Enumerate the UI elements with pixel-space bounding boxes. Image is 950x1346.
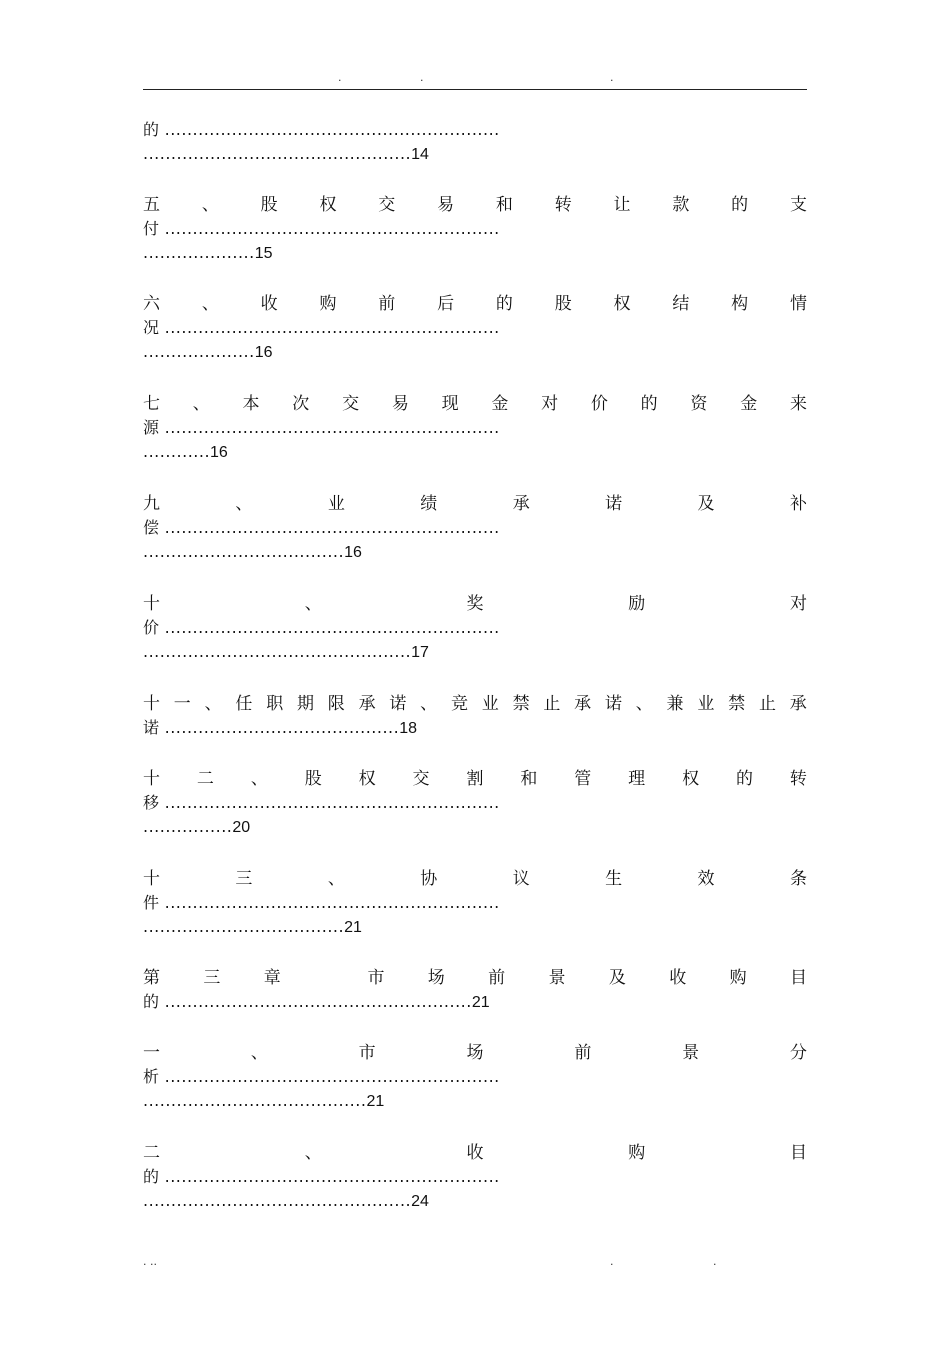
- toc-char: 移: [143, 793, 160, 812]
- toc-char: 市: [358, 1043, 376, 1063]
- toc-line: ................................................24: [143, 1191, 429, 1210]
- toc-line: ................................................14: [143, 144, 429, 163]
- toc-char: 价: [590, 394, 608, 414]
- toc-char: 、: [635, 694, 653, 714]
- toc-page-number: 16: [344, 544, 362, 561]
- toc-char: 三: [235, 869, 253, 889]
- toc-line: ....................................21: [143, 917, 362, 936]
- toc-char: 二: [196, 769, 214, 789]
- toc-char: 绩: [420, 494, 438, 514]
- toc-char: 、: [192, 394, 210, 414]
- toc-char: 承: [358, 694, 376, 714]
- toc-char: 况: [143, 318, 160, 337]
- toc-char: 、: [201, 195, 219, 215]
- toc-char: 及: [697, 494, 715, 514]
- toc-line: ....................16: [143, 342, 273, 361]
- toc-line: 的 ............................................................: [143, 120, 500, 139]
- toc-char: 的: [640, 394, 658, 414]
- toc-line: 诺 ..........................................18: [143, 718, 418, 737]
- toc-char: 诺: [604, 694, 622, 714]
- toc-char: 的: [731, 195, 749, 215]
- toc-char: 股: [260, 195, 278, 215]
- toc-char: 购: [729, 968, 747, 988]
- toc-char: 补: [789, 494, 807, 514]
- toc-char: 止: [758, 694, 776, 714]
- toc-char: 十: [143, 694, 160, 714]
- header-dot: .: [420, 71, 424, 84]
- toc-char: 本: [242, 394, 260, 414]
- toc-line: ................................................17: [143, 642, 429, 661]
- toc-char: 业: [697, 694, 715, 714]
- header-dot: .: [610, 71, 614, 84]
- toc-char: 的: [143, 992, 160, 1011]
- toc-title-line: [143, 592, 807, 616]
- toc-title-line: [143, 867, 807, 891]
- toc-char: 禁: [512, 694, 530, 714]
- toc-char: 易: [391, 394, 409, 414]
- toc-char: 一: [143, 1043, 160, 1063]
- toc-entry-seven[interactable]: [143, 392, 807, 464]
- toc-char: 情: [789, 294, 807, 314]
- toc-entry-eleven[interactable]: [143, 692, 807, 740]
- toc-page-number: 24: [411, 1193, 429, 1210]
- toc-char: 限: [327, 694, 345, 714]
- toc-char: 对: [541, 394, 559, 414]
- toc-char: 后: [437, 294, 455, 314]
- toc-char: 管: [574, 769, 592, 789]
- toc-char: 议: [512, 869, 530, 889]
- toc-page-number: 21: [344, 919, 362, 936]
- toc-line: 移 ............................................................: [143, 793, 500, 812]
- toc-char: 金: [491, 394, 509, 414]
- toc-page-number: 20: [232, 819, 251, 836]
- toc-char: 一: [173, 694, 191, 714]
- toc-page-number: 17: [411, 644, 429, 661]
- toc-page-number: 16: [210, 444, 228, 461]
- toc-char: 来: [789, 394, 807, 414]
- toc-char: 前: [488, 968, 506, 988]
- toc-char: 三: [203, 968, 221, 988]
- toc-page-number: 16: [254, 344, 273, 361]
- toc-char: 业: [481, 694, 499, 714]
- footer-dot: .: [713, 1255, 717, 1268]
- toc-line: ............16: [143, 442, 228, 461]
- toc-char: 、: [250, 1043, 268, 1063]
- footer-dot: .: [610, 1255, 614, 1268]
- toc-line: 的 ............................................................: [143, 1167, 500, 1186]
- toc-entry-thirteen[interactable]: [143, 867, 807, 939]
- toc-char: 、: [201, 294, 219, 314]
- toc-char: 十: [143, 869, 160, 889]
- toc-char: 资: [690, 394, 708, 414]
- toc-entry-two[interactable]: [143, 1141, 807, 1213]
- toc-char: 析: [143, 1067, 160, 1086]
- toc-char: 股: [554, 294, 572, 314]
- toc-char: 购: [628, 1143, 646, 1163]
- toc-char: 对: [790, 594, 807, 614]
- toc-char: 、: [327, 869, 345, 889]
- toc-char: 前: [378, 294, 396, 314]
- toc-char: 场: [427, 968, 445, 988]
- toc-char: 承: [574, 694, 592, 714]
- toc-char: 理: [628, 769, 646, 789]
- toc-entry-nine[interactable]: [143, 492, 807, 564]
- toc-line: 源 ............................................................: [143, 418, 500, 437]
- toc-char: 的: [495, 294, 513, 314]
- toc-char: 十: [143, 594, 160, 614]
- toc-char: 、: [235, 494, 253, 514]
- toc-line: 价 ............................................................: [143, 618, 500, 637]
- toc-char: 二: [143, 1143, 160, 1163]
- toc-char: 、: [420, 694, 438, 714]
- toc-char: 第: [143, 968, 160, 988]
- toc-char: 协: [420, 869, 438, 889]
- toc-char: 竞: [450, 694, 468, 714]
- toc-title-line: [143, 1041, 807, 1065]
- toc-char: 的: [143, 1167, 160, 1186]
- toc-line: 件 ............................................................: [143, 893, 500, 912]
- toc-char: 市: [367, 968, 385, 988]
- toc-entry-six[interactable]: [143, 292, 807, 364]
- toc-char: 止: [543, 694, 561, 714]
- toc-char: 易: [437, 195, 455, 215]
- toc-char: 期: [296, 694, 314, 714]
- toc-line: ................20: [143, 817, 251, 836]
- toc-page-number: 14: [411, 146, 429, 163]
- toc-char: 业: [327, 494, 345, 514]
- header-rule: [143, 89, 807, 90]
- toc-char: 诺: [605, 494, 623, 514]
- toc-entry-cont-top[interactable]: [143, 118, 807, 166]
- toc-char: 、: [304, 594, 322, 614]
- toc-char: 购: [319, 294, 337, 314]
- toc-char: 六: [143, 294, 160, 314]
- toc-char: 支: [789, 195, 807, 215]
- toc-line: 付 ............................................................: [143, 219, 500, 238]
- toc-char: 效: [697, 869, 715, 889]
- toc-char: 奖: [466, 594, 484, 614]
- toc-char: 条: [789, 869, 807, 889]
- toc-char: 职: [266, 694, 284, 714]
- toc-line: ........................................21: [143, 1091, 385, 1110]
- toc-page-number: 21: [471, 994, 490, 1011]
- toc-char: 结: [672, 294, 690, 314]
- toc-line: 况 ............................................................: [143, 318, 500, 337]
- toc-char: 价: [143, 618, 160, 637]
- toc-char: 权: [613, 294, 631, 314]
- toc-char: 分: [789, 1043, 807, 1063]
- toc-char: 收: [260, 294, 278, 314]
- toc-entry-chap3[interactable]: [143, 966, 807, 1014]
- toc-line: ....................15: [143, 243, 273, 262]
- toc-char: 构: [731, 294, 749, 314]
- toc-char: 源: [143, 418, 160, 437]
- toc-char: 付: [143, 219, 160, 238]
- toc-char: 兼: [666, 694, 684, 714]
- toc-char: 次: [292, 394, 310, 414]
- toc-char: 收: [669, 968, 687, 988]
- toc-char: 景: [682, 1043, 700, 1063]
- toc-char: 七: [143, 394, 160, 414]
- toc-char: 九: [143, 494, 160, 514]
- toc-char: 金: [740, 394, 758, 414]
- header-dot: .: [338, 71, 342, 84]
- toc-char: 和: [520, 769, 538, 789]
- toc-entry-one[interactable]: [143, 1041, 807, 1113]
- toc-entry-ten[interactable]: [143, 592, 807, 664]
- toc-line: 析 ............................................................: [143, 1067, 500, 1086]
- toc-char: 诺: [143, 718, 160, 737]
- toc-char: 交: [412, 769, 430, 789]
- toc-char: 章: [263, 968, 281, 988]
- toc-char: 件: [143, 893, 160, 912]
- toc-char: 十: [143, 769, 160, 789]
- toc-char: 的: [735, 769, 753, 789]
- toc-char: 五: [143, 195, 160, 215]
- toc-char: 目: [789, 968, 807, 988]
- toc-title-line: [143, 492, 807, 516]
- toc-char: 景: [548, 968, 566, 988]
- toc-char: 偿: [143, 518, 160, 537]
- toc-char: 、: [250, 769, 268, 789]
- toc-char: 、: [204, 694, 222, 714]
- toc-char: 交: [378, 195, 396, 215]
- toc-char: 割: [466, 769, 484, 789]
- toc-line: ....................................16: [143, 542, 362, 561]
- toc-char: 股: [304, 769, 322, 789]
- toc-char: 禁: [728, 694, 746, 714]
- toc-char: 场: [466, 1043, 484, 1063]
- toc-char: 转: [554, 195, 572, 215]
- toc-char: 权: [358, 769, 376, 789]
- toc-char: 现: [441, 394, 459, 414]
- toc-char: 生: [605, 869, 623, 889]
- toc-char: 承: [512, 494, 530, 514]
- toc-char: 权: [682, 769, 700, 789]
- toc-title-line: [143, 692, 807, 716]
- toc-char: 励: [628, 594, 646, 614]
- toc-char: 交: [342, 394, 360, 414]
- toc-page-number: 21: [366, 1093, 385, 1110]
- toc-char: 承: [789, 694, 807, 714]
- toc-char: 权: [319, 195, 337, 215]
- toc-char: 转: [789, 769, 807, 789]
- footer-dots: . ..: [143, 1255, 157, 1268]
- toc-char: 目: [790, 1143, 807, 1163]
- toc-title-line: [143, 292, 807, 316]
- toc-char: 让: [613, 195, 631, 215]
- toc-char: 的: [143, 120, 160, 139]
- toc-char: 收: [466, 1143, 484, 1163]
- toc-page-number: 15: [254, 245, 273, 262]
- toc-char: 及: [608, 968, 626, 988]
- toc-char: 前: [574, 1043, 592, 1063]
- toc-title-line: [143, 193, 807, 217]
- toc-page-number: 18: [399, 720, 418, 737]
- toc-char: 和: [495, 195, 513, 215]
- toc-title-line: [143, 767, 807, 791]
- toc-entry-twelve[interactable]: [143, 767, 807, 839]
- toc-char: 任: [235, 694, 253, 714]
- toc-char: 诺: [389, 694, 407, 714]
- toc-entry-five[interactable]: [143, 193, 807, 265]
- toc-title-line: [143, 1141, 807, 1165]
- toc-title-line: [143, 392, 807, 416]
- toc-line: 偿 ............................................................: [143, 518, 500, 537]
- toc-title-line: [143, 966, 807, 990]
- toc-line: 的 .......................................................21: [143, 992, 490, 1011]
- toc-char: 款: [672, 195, 690, 215]
- toc-char: 、: [304, 1143, 322, 1163]
